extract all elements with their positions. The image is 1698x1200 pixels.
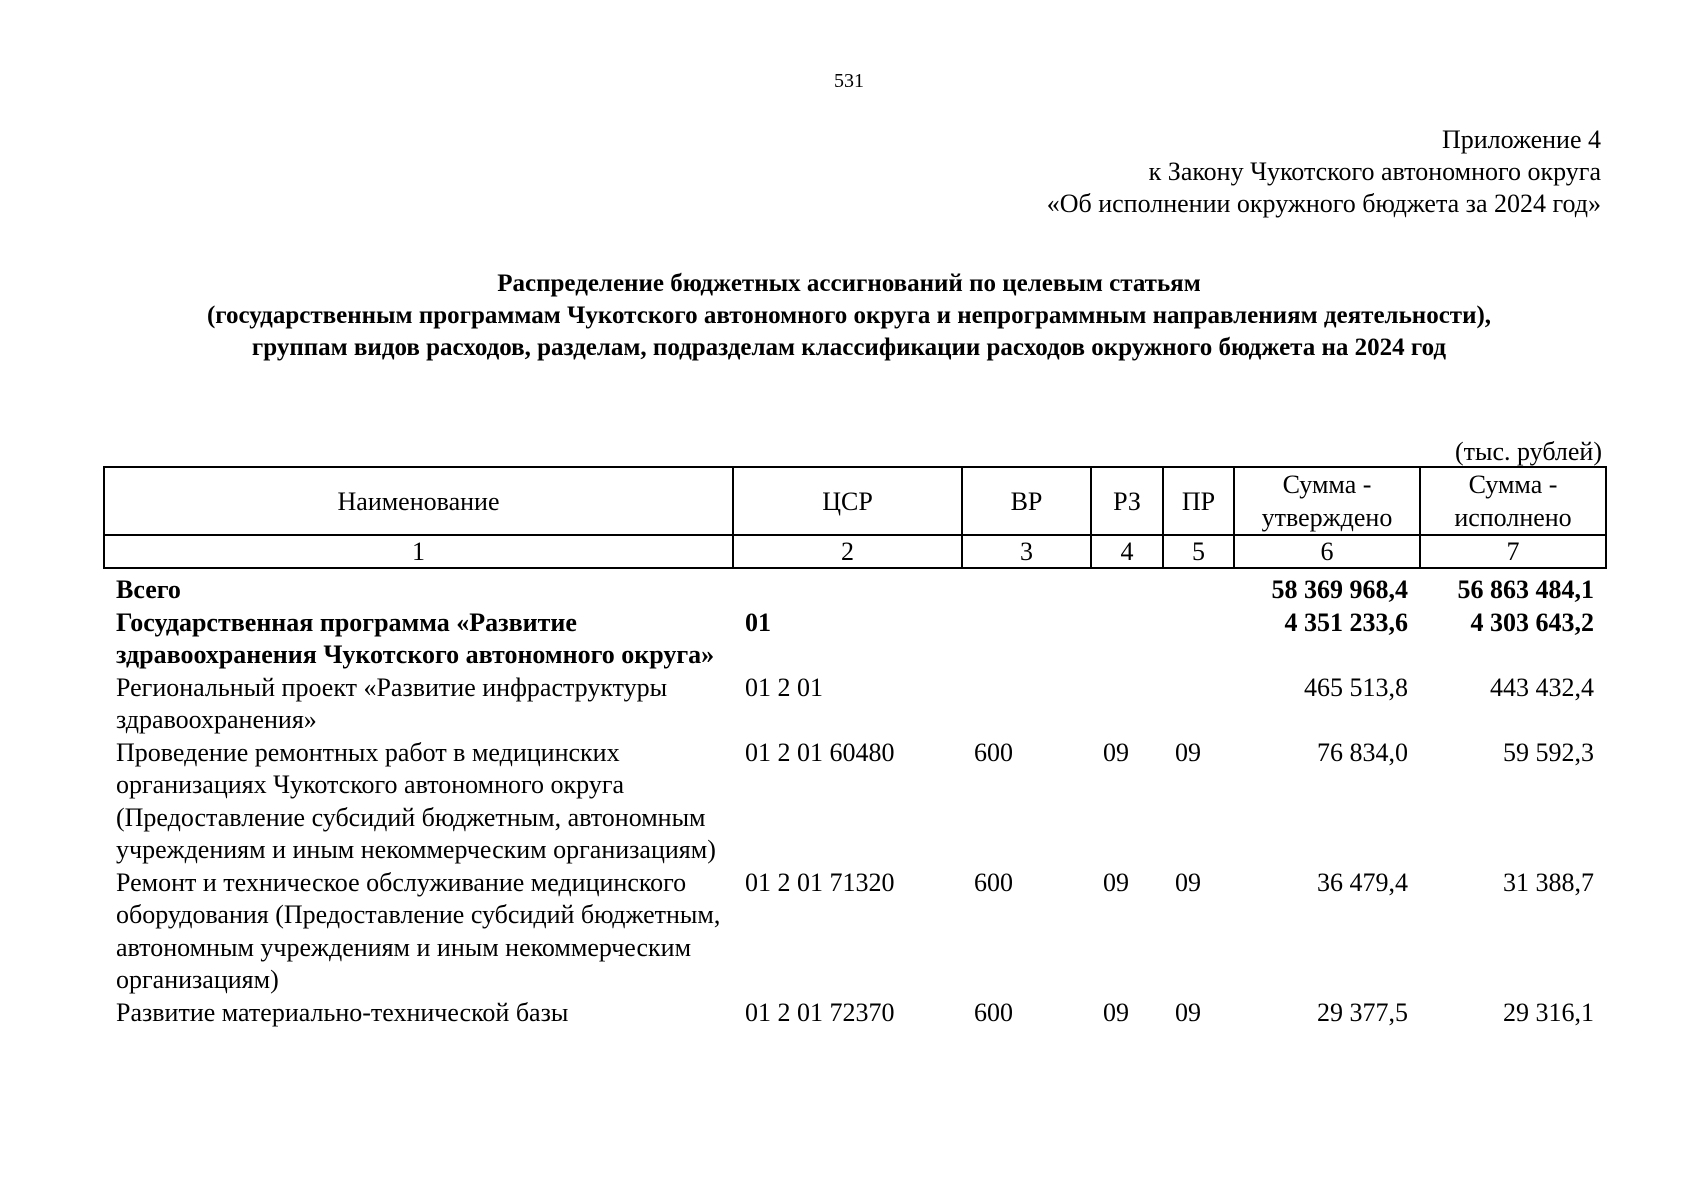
table-row [104, 672, 1606, 737]
header-csr: ЦСР [733, 467, 962, 535]
row-approved: 29 377,5 [1317, 997, 1408, 1027]
header-sum-approved: Сумма - утверждено [1234, 467, 1420, 535]
row-csr [733, 568, 962, 607]
table-header-row [104, 467, 1606, 535]
row-approved: 4 351 233,6 [1284, 607, 1408, 637]
row-executed: 56 863 484,1 [1457, 575, 1594, 604]
row-name: Ремонт и техническое обслуживание медицинского оборудования (Предоставление субсидий бюджетным, автономным учреждениям и иным некоммерческим организациям) [116, 867, 721, 994]
column-number: 5 [1163, 535, 1234, 568]
appendix-line-3: «Об исполнении окружного бюджета за 2024 год» [1046, 189, 1601, 218]
row-pr: 09 [1175, 997, 1201, 1027]
row-executed: 4 303 643,2 [1470, 607, 1594, 637]
title-line-2: (государственным программам Чукотского автономного округа и непрограммным направлениям деятельности), [206, 302, 1492, 329]
header-rz: РЗ [1091, 467, 1163, 535]
table-row [104, 737, 1606, 867]
row-pr: 09 [1175, 737, 1201, 767]
row-executed: 443 432,4 [1490, 672, 1594, 702]
column-number: 4 [1091, 535, 1163, 568]
budget-table [103, 466, 1607, 1029]
row-name: Государственная программа «Развитие здравоохранения Чукотского автономного округа» [116, 607, 715, 669]
row-pr [1163, 607, 1234, 672]
title-line-1: Распределение бюджетных ассигнований по целевым статьям [497, 270, 1201, 297]
row-pr: 09 [1175, 867, 1201, 897]
row-executed: 31 388,7 [1503, 867, 1594, 897]
row-csr: 01 2 01 71320 [745, 867, 895, 897]
row-pr [1163, 568, 1234, 607]
row-vr [962, 607, 1091, 672]
appendix-reference [1047, 124, 1601, 220]
row-approved: 465 513,8 [1304, 672, 1408, 702]
row-name: Проведение ремонтных работ в медицинских организациях Чукотского автономного округа (Предоставление субсидий бюджетным, автономным учреждениям и иным некоммерческим организациям) [116, 737, 716, 864]
column-number: 1 [104, 535, 733, 568]
row-csr: 01 2 01 60480 [745, 737, 895, 767]
row-vr: 600 [974, 997, 1013, 1027]
row-rz: 09 [1103, 867, 1129, 897]
title-line-3: группам видов расходов, разделам, подразделам классификации расходов окружного бюджета на 2024 год [251, 334, 1447, 361]
row-rz: 09 [1103, 997, 1129, 1027]
row-rz [1091, 672, 1163, 737]
row-approved: 36 479,4 [1317, 867, 1408, 897]
row-approved: 76 834,0 [1317, 737, 1408, 767]
column-number: 3 [962, 535, 1091, 568]
row-vr: 600 [974, 737, 1013, 767]
row-name: Региональный проект «Развитие инфраструктуры здравоохранения» [116, 672, 668, 734]
header-pr: ПР [1163, 467, 1234, 535]
row-rz [1091, 568, 1163, 607]
document-title [0, 268, 1698, 364]
column-number: 2 [733, 535, 962, 568]
table-column-numbers-row [104, 535, 1606, 568]
row-name: Всего [116, 575, 181, 604]
row-csr: 01 2 01 72370 [745, 997, 895, 1027]
row-vr [962, 568, 1091, 607]
appendix-line-2: к Закону Чукотского автономного округа [1148, 157, 1601, 186]
header-vr: ВР [962, 467, 1091, 535]
units-label: (тыс. рублей) [1454, 437, 1602, 466]
row-vr: 600 [974, 867, 1013, 897]
table-row [104, 997, 1606, 1030]
row-name: Развитие материально-технической базы [116, 997, 569, 1027]
column-number: 6 [1234, 535, 1420, 568]
row-pr [1163, 672, 1234, 737]
table-row [104, 607, 1606, 672]
page-number: 531 [834, 70, 864, 92]
row-csr: 01 [745, 607, 771, 637]
row-rz [1091, 607, 1163, 672]
table-row-total [104, 568, 1606, 607]
row-vr [962, 672, 1091, 737]
header-name: Наименование [104, 467, 733, 535]
row-csr: 01 2 01 [745, 672, 823, 702]
row-approved: 58 369 968,4 [1271, 575, 1408, 604]
appendix-line-1: Приложение 4 [1441, 125, 1601, 154]
row-executed: 59 592,3 [1503, 737, 1594, 767]
header-sum-executed: Сумма - исполнено [1420, 467, 1606, 535]
column-number: 7 [1420, 535, 1606, 568]
table-row [104, 867, 1606, 997]
row-executed: 29 316,1 [1503, 997, 1594, 1027]
row-rz: 09 [1103, 737, 1129, 767]
